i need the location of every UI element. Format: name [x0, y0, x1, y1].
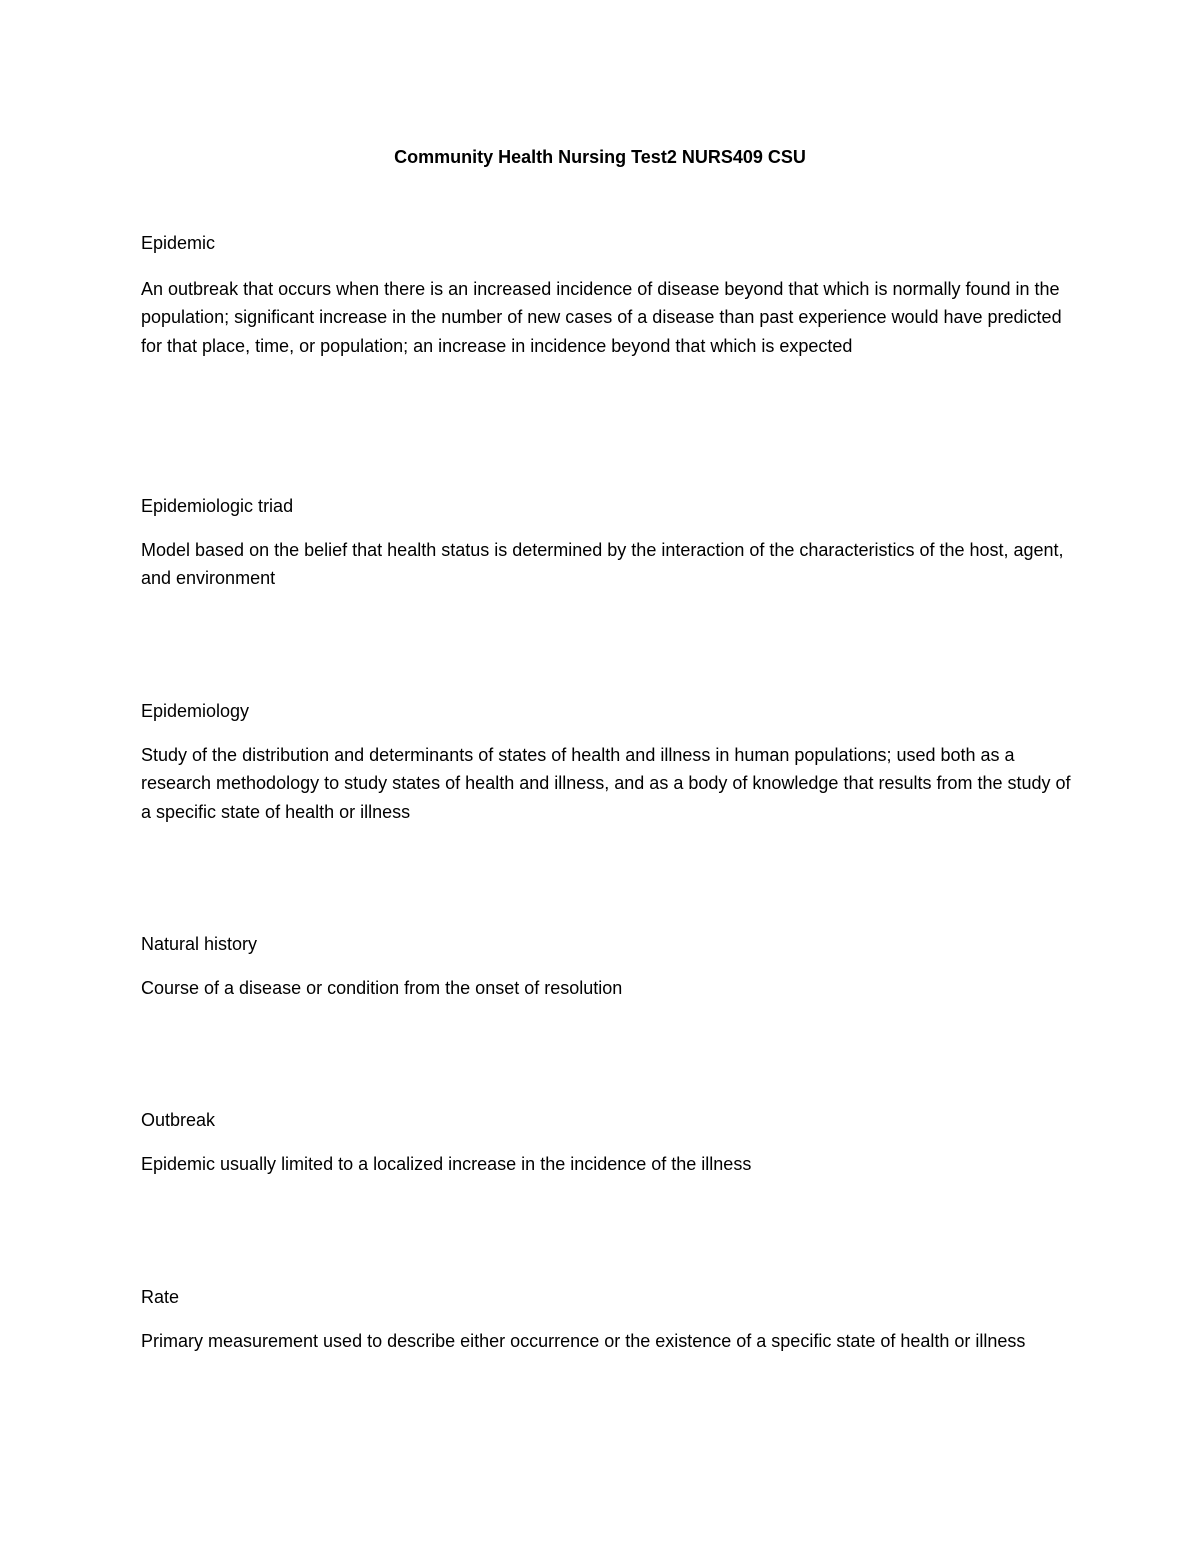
entry-term-epidemiologic-triad: Epidemiologic triad	[141, 496, 294, 516]
entry-term-natural-history: Natural history	[141, 934, 258, 954]
entry-term-outbreak: Outbreak	[141, 1110, 216, 1130]
entry-definition-natural-history: Course of a disease or condition from the onset of resolution	[141, 978, 623, 998]
entry-definition-epidemiology: Study of the distribution and determinants of states of health and illness in human populations; used both as a research methodology to study states of health and illness, and as a body of knowledge that results from the study of a specific state of health or illness	[141, 745, 1071, 822]
entry-definition-epidemiologic-triad: Model based on the belief that health status is determined by the interaction of the characteristics of the host, agent, and environment	[141, 540, 1064, 589]
document-title: Community Health Nursing Test2 NURS409 CSU	[394, 147, 806, 167]
entry-definition-outbreak: Epidemic usually limited to a localized increase in the incidence of the illness	[141, 1154, 752, 1174]
entry-definition-rate: Primary measurement used to describe either occurrence or the existence of a specific state of health or illness	[141, 1331, 1026, 1351]
entry-definition-epidemic: An outbreak that occurs when there is an increased incidence of disease beyond that which is normally found in the population; significant increase in the number of new cases of a disease than past experience would have predicted for that place, time, or population; an increase in incidence beyond that which is expected	[141, 279, 1062, 356]
entry-term-epidemic: Epidemic	[141, 233, 216, 253]
entry-term-epidemiology: Epidemiology	[141, 701, 250, 721]
entry-term-rate: Rate	[141, 1287, 180, 1307]
